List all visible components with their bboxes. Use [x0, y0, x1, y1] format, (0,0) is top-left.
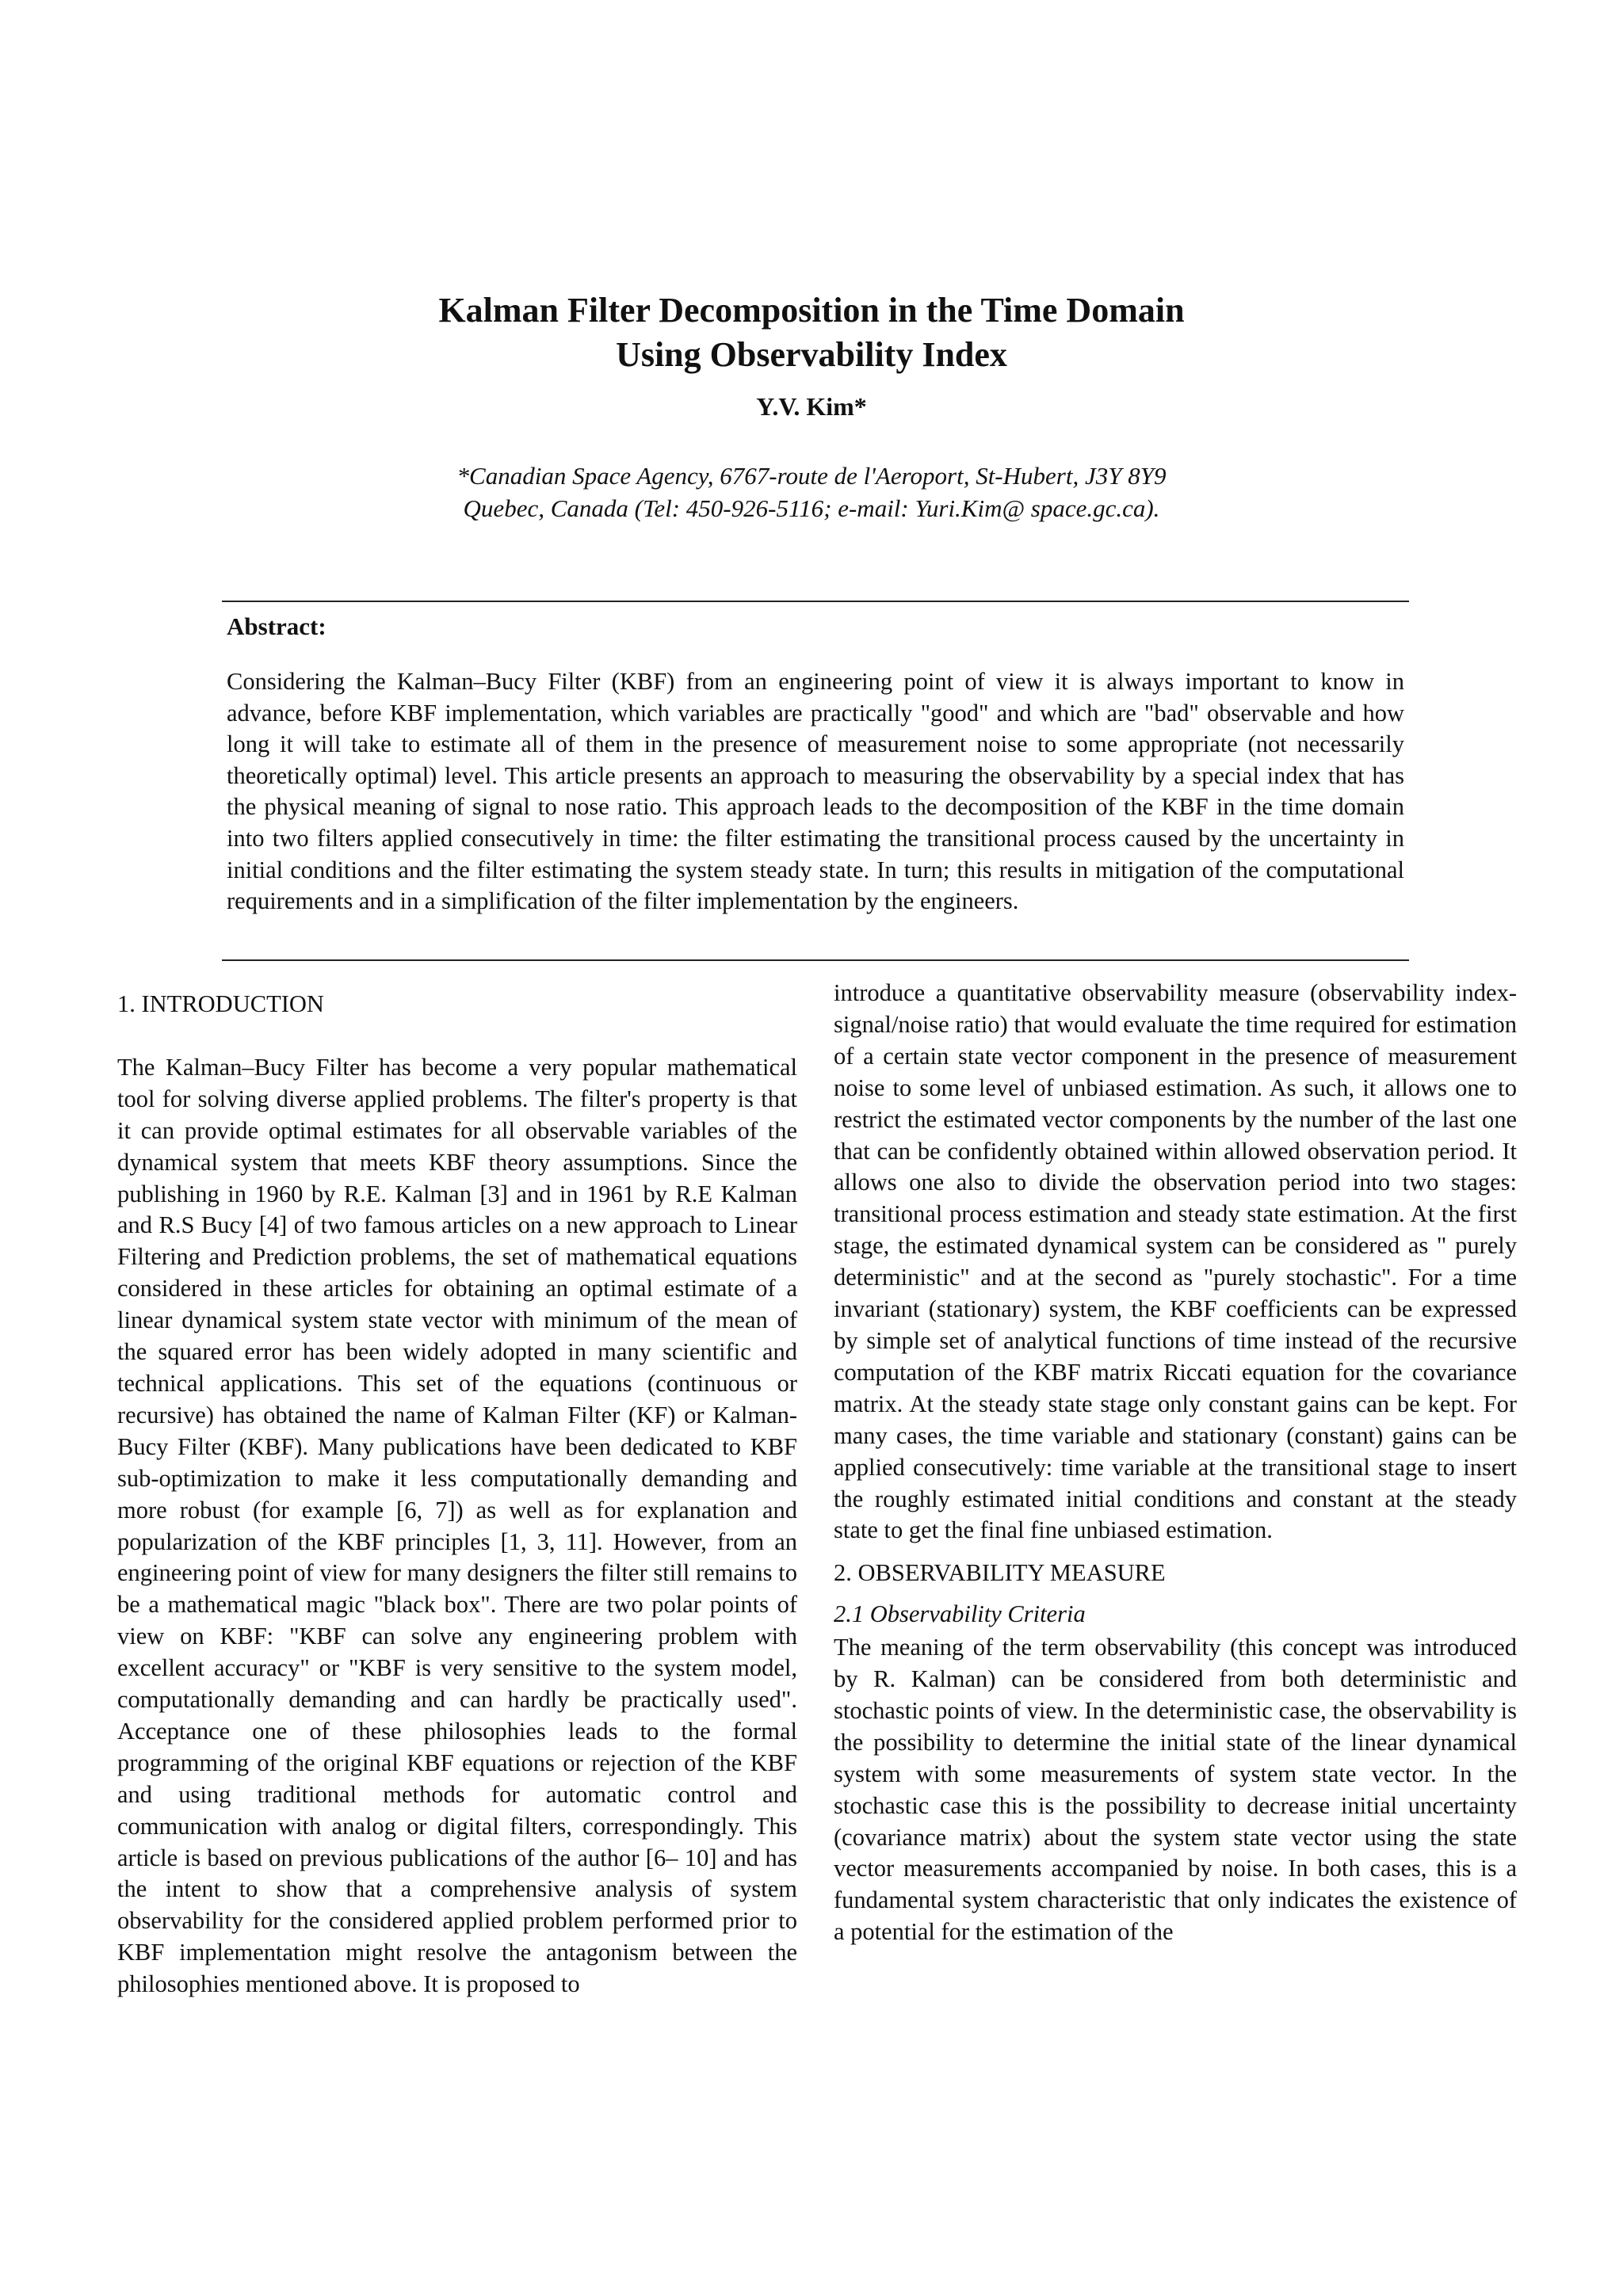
right-column: [834, 978, 1517, 1948]
affiliation-line-2: Quebec, Canada (Tel: 450-926-5116; e-mail: Yuri.Kim@ space.gc.ca).: [463, 494, 1160, 522]
abstract-top-rule: [222, 601, 1409, 602]
abstract-heading: Abstract:: [227, 612, 327, 640]
author-name: Y.V. Kim*: [756, 392, 867, 421]
paper-title: [0, 288, 1623, 377]
paper-title-line-1: Kalman Filter Decomposition in the Time Domain: [438, 291, 1185, 330]
section-heading-observability-measure: 2. OBSERVABILITY MEASURE: [834, 1559, 1166, 1587]
abstract-bottom-rule: [222, 959, 1409, 961]
introduction-paragraph: The Kalman–Bucy Filter has become a very popular mathematical tool for solving diverse applied problems. The filter's property is that it can provide optimal estimates for all observable variables of the dynamical system that meets KBF theory assumptions. Since the publishing in 1960 by R.E. Kalman [3] and in 1961 by R.E Kalman and R.S Bucy [4] of two famous articles on a new approach to Linear Filtering and Prediction problems, the set of mathematical equations considered in these articles for obtaining an optimal estimate of a linear dynamical system state vector with minimum of the mean of the squared error has been widely adopted in many scientific and technical applications. This set of the equations (continuous or recursive) has obtained the name of Kalman Filter (KF) or Kalman-Bucy Filter (KBF). Many publications have been dedicated to KBF sub-optimization to make it less computationally demanding and more robust (for example [6, 7]) as well as for explanation and popularization of the KBF principles [1, 3, 11]. However, from an engineering point of view for many designers the filter still remains to be a mathematical magic "black box". There are two polar points of view on KBF: "KBF can solve any engineering problem with excellent accuracy" or "KBF is very sensitive to the system model, computationally demanding and can hardly be practically used". Acceptance one of these philosophies leads to the formal programming of the original KBF equations or rejection of the KBF and using traditional methods for automatic control and communication with analog or digital filters, correspondingly. This article is based on previous publications of the author [6– 10] and has the intent to show that a comprehensive analysis of system observability for the considered applied problem performed prior to KBF implementation might resolve the antagonism between the philosophies mentioned above. It is proposed to: [117, 1053, 797, 1998]
left-column: [117, 978, 797, 2000]
affiliation-line-1: *Canadian Space Agency, 6767-route de l'Aeroport, St-Hubert, J3Y 8Y9: [456, 462, 1167, 490]
abstract-text: Considering the Kalman–Bucy Filter (KBF) from an engineering point of view it is always important to know in advance, before KBF implementation, which variables are practically "good" and which are "bad" observable and how long it will take to estimate all of them in the presence of measurement noise to some appropriate (not necessarily theoretically optimal) level. This article presents an approach to measuring the observability by a special index that has the physical meaning of signal to nose ratio. This approach leads to the decomposition of the KBF in the time domain into two filters applied consecutively in time: the filter estimating the transitional process caused by the uncertainty in initial conditions and the filter estimating the system steady state. In turn; this results in mitigation of the computational requirements and in a simplification of the filter implementation by the engineers.: [227, 668, 1404, 915]
author-affiliation: [0, 460, 1623, 524]
observability-paragraph: The meaning of the term observability (this concept was introduced by R. Kalman) can be considered from both deterministic and stochastic points of view. In the deterministic case, the observability is the possibility to determine the initial state of the linear dynamical system with some measurements of system state vector. In the stochastic case this is the possibility to decrease initial uncertainty (covariance matrix) about the system state vector using the state vector measurements accompanied by noise. In both cases, this is a fundamental system characteristic that only indicates the existence of a potential for the estimation of the: [834, 1634, 1517, 1946]
paper-title-line-2: Using Observability Index: [616, 335, 1007, 375]
section-heading-introduction: 1. INTRODUCTION: [117, 990, 324, 1017]
subsection-heading-observability-criteria: 2.1 Observability Criteria: [834, 1600, 1086, 1628]
introduction-paragraph-continued: introduce a quantitative observability measure (observability index-signal/noise ratio) that would evaluate the time required for estimation of a certain state vector component in the presence of measurement noise to some level of unbiased estimation. As such, it allows one to restrict the estimated vector components by the number of the last one that can be confidently obtained within allowed observation period. It allows one also to divide the observation period into two stages: transitional process estimation and steady state estimation. At the first stage, the estimated dynamical system can be considered as " purely deterministic" and at the second as "purely stochastic". For a time invariant (stationary) system, the KBF coefficients can be expressed by simple set of analytical functions of time instead of the recursive computation of the KBF matrix Riccati equation for the covariance matrix. At the steady state stage only constant gains can be kept. For many cases, the time variable and stationary (constant) gains can be applied consecutively: time variable at the transitional stage to insert the roughly estimated initial conditions and constant at the steady state to get the final fine unbiased estimation.: [834, 979, 1517, 1544]
